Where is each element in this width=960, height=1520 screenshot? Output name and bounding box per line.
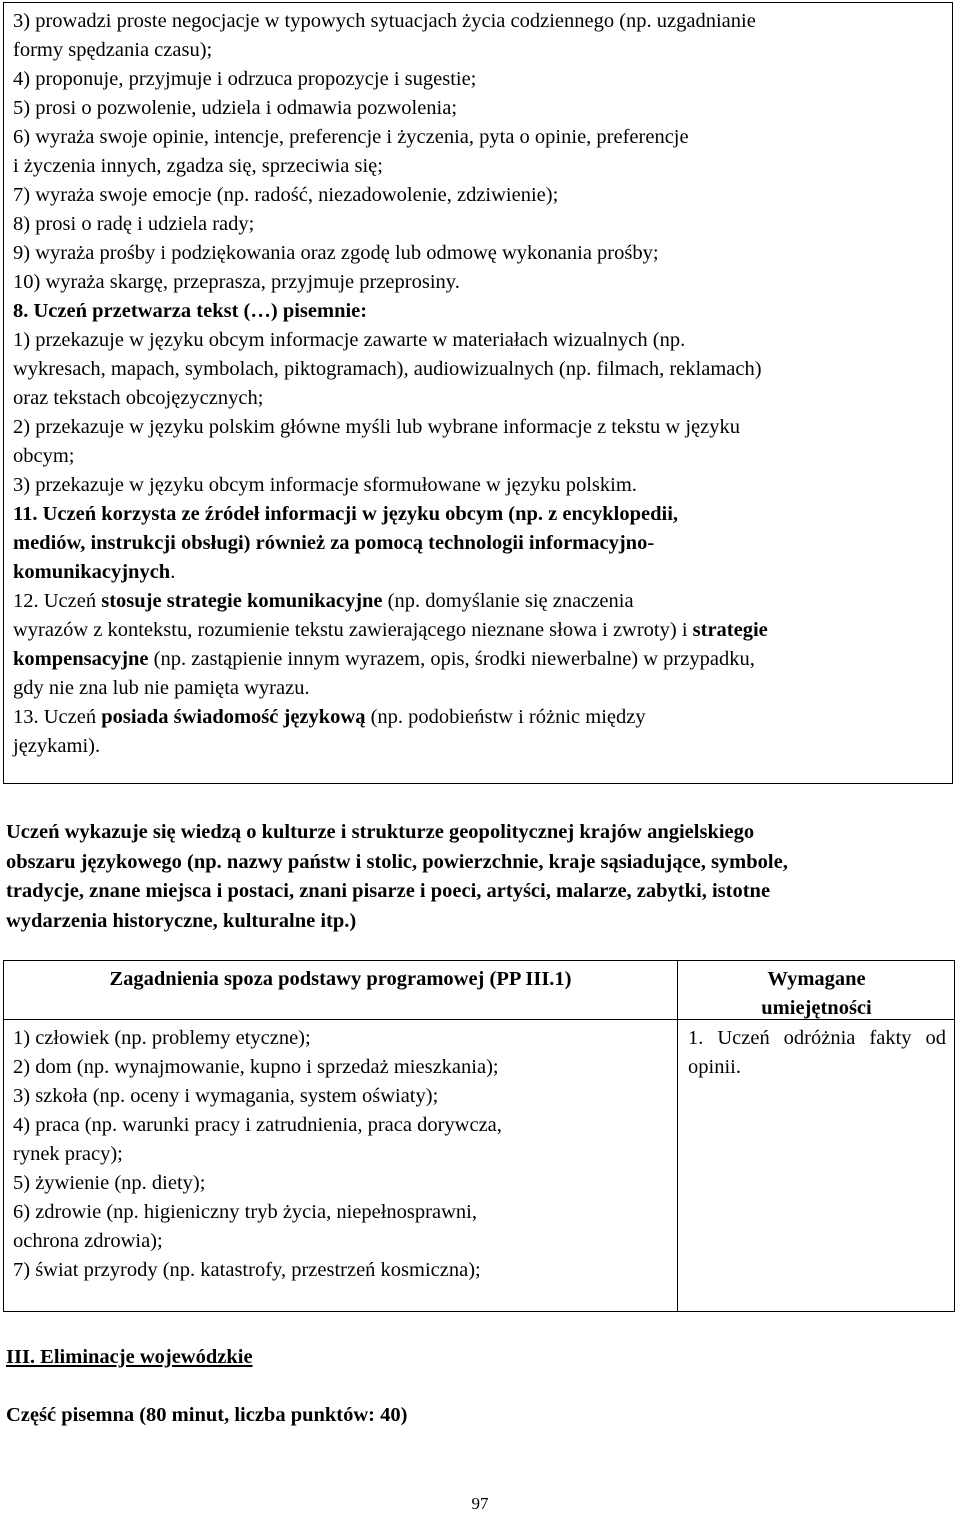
table-row: 7) świat przyrody (np. katastrofy, przestrzeń kosmiczna); [13,1259,481,1281]
item12-emphasis: stosuje strategie komunikacyjne [101,590,383,612]
list-item: 1) przekazuje w języku obcym informacje zawarte w materiałach wizualnych (np. [13,329,686,351]
table-header-skills [679,965,954,1023]
item12-line [13,616,952,645]
item12-emphasis: strategie [692,619,768,641]
list-item: 10) wyraża skargę, przeprasza, przyjmuje przeprosiny. [13,271,460,293]
list-item: 6) wyraża swoje opinie, intencje, preferencje i życzenia, pyta o opinie, preferencje [13,126,689,148]
list-item: formy spędzania czasu); [13,39,213,61]
table-row: 2) dom (np. wynajmowanie, kupno i sprzedaż mieszkania); [13,1056,499,1078]
list-item: 5) prosi o pozwolenie, udziela i odmawia pozwolenia; [13,97,458,119]
part-heading: Część pisemna (80 minut, liczba punktów: 40) [6,1404,408,1426]
paragraph-line: wydarzenia historyczne, kulturalne itp.) [6,909,357,932]
item12-text: (np. zastąpienie innym wyrazem, opis, środki niewerbalne) w przypadku, [148,648,755,670]
geopolitics-paragraph [6,818,956,936]
header-line: Wymagane [767,968,866,990]
column-divider [677,961,678,1311]
list-item: 3) przekazuje w języku obcym informacje sformułowane w języku polskim. [13,474,637,496]
skills-cell [688,1024,946,1082]
item11-line [13,558,952,587]
list-item: obcym; [13,445,75,467]
table-row: 1) człowiek (np. problemy etyczne); [13,1027,311,1049]
skills-text: 1. Uczeń odróżnia fakty od opinii. [688,1027,946,1078]
list-item: 4) proponuje, przyjmuje i odrzuca propozycje i sugestie; [13,68,477,90]
page-number: 97 [471,1494,489,1513]
header-line: umiejętności [761,997,872,1019]
list-item: wykresach, mapach, symbolach, piktogramach), audiowizualnych (np. filmach, reklamach) [13,358,762,380]
list-item: 8) prosi o radę i udziela rady; [13,213,255,235]
item11-text: komunikacyjnych [13,561,171,583]
table-row: 3) szkoła (np. oceny i wymagania, system oświaty); [13,1085,439,1107]
paragraph-line: tradycje, znane miejsca i postaci, znani pisarze i poeci, artyści, malarze, zabytki, istotne [6,880,771,902]
table-row: ochrona zdrowia); [13,1230,163,1252]
item8-heading: 8. Uczeń przetwarza tekst (…) pisemnie: [13,300,368,322]
table-row: 4) praca (np. warunki pracy i zatrudnienia, praca dorywcza, [13,1114,502,1136]
item13-text: (np. podobieństw i różnic między [365,706,646,728]
item12-emphasis: kompensacyjne [13,648,149,670]
item11-line: mediów, instrukcji obsługi) również za pomocą technologii informacyjno- [13,532,655,554]
list-item: i życzenia innych, zgadza się, sprzeciwia się; [13,155,383,177]
list-item: 7) wyraża swoje emocje (np. radość, niezadowolenie, zdziwienie); [13,184,559,206]
list-item: 2) przekazuje w języku polskim główne myśli lub wybrane informacje z tekstu w języku [13,416,740,438]
list-item: oraz tekstach obcojęzycznych; [13,387,264,409]
item12-line [13,645,952,674]
item13-text: 13. Uczeń [13,706,102,728]
item12-text: wyrazów z kontekstu, rozumienie tekstu zawierającego nieznane słowa i zwroty) i [13,619,693,641]
item12-line: gdy nie zna lub nie pamięta wyrazu. [13,677,310,699]
item13-line [13,703,952,732]
item11-period: . [170,561,176,583]
section-heading: III. Eliminacje wojewódzkie [6,1346,253,1368]
item11-line: 11. Uczeń korzysta ze źródeł informacji w języku obcym (np. z encyklopedii, [13,503,679,525]
item12-text: 12. Uczeń [13,590,102,612]
item13-line: językami). [13,735,101,757]
table-header-topics: Zagadnienia spoza podstawy programowej (PP III.1) [109,968,572,990]
topics-list [13,1024,502,1285]
paragraph-line: Uczeń wykazuje się wiedzą o kulturze i strukturze geopolitycznej krajów angielskiego [6,821,755,843]
item12-line [13,587,952,616]
topics-table [3,960,955,1312]
list-item: 3) prowadzi proste negocjacje w typowych sytuacjach życia codziennego (np. uzgadnianie [13,10,756,32]
skills-box [3,2,953,784]
table-row: 6) zdrowie (np. higieniczny tryb życia, niepełnosprawni, [13,1201,477,1223]
paragraph-line: obszaru językowego (np. nazwy państw i stolic, powierzchnie, kraje sąsiadujące, symbole, [6,850,788,873]
table-row: 5) żywienie (np. diety); [13,1172,206,1194]
item13-emphasis: posiada świadomość językową [101,706,366,728]
table-row: rynek pracy); [13,1143,123,1165]
list-item: 9) wyraża prośby i podziękowania oraz zgodę lub odmowę wykonania prośby; [13,242,659,264]
item12-text: (np. domyślanie się znaczenia [382,590,634,612]
